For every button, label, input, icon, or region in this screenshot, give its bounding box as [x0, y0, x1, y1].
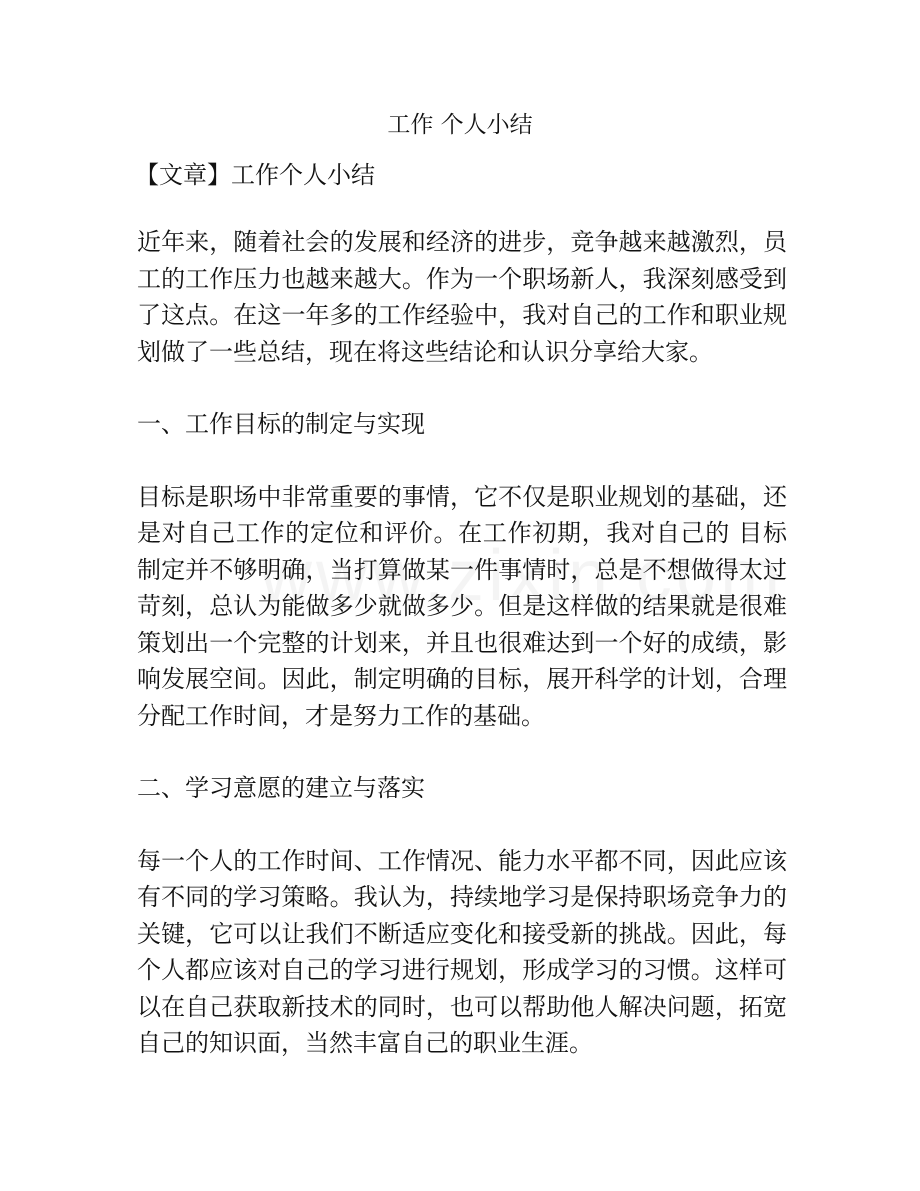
document-body — [137, 224, 787, 1098]
section-heading-learning: 二、学习意愿的建立与落实 — [137, 774, 425, 802]
article-subtitle: 【文章】工作个人小结 — [135, 161, 375, 189]
section-body-learning: 每一个人的工作时间、工作情况、能力水平都不同，因此应该有不同的学习策略。我认为，持续地学习是保持职场竞争力的关键，它可以让我们不断适应变化和接受新的挑战。因此，每个人都应该对自己的学习进行规划，形成学习的习惯。这样可以在自己获取新技术的同时，也可以帮助他人解决问题，拓宽自己的知识面，当然丰富自己的职业生涯。 — [137, 846, 787, 1057]
section-body-goals: 目标是职场中非常重要的事情，它不仅是职业规划的基础，还是对自己工作的定位和评价。在工作初期，我对自己的 目标制定并不够明确，当打算做某一件事情时，总是不想做得太过苛刻，总认为能做多少就做多少。但是这样做的结果就是很难策划出一个完整的计划来，并且也很难达到一个好的成绩，影响发展空间。因此，制定明确的目标，展开科学的计划，合理分配工作时间，才是努力工作的基础。 — [137, 482, 787, 730]
document-title: 工作 个人小结 — [387, 112, 533, 138]
section-heading-goals: 一、工作目标的制定与实现 — [137, 410, 425, 438]
intro-paragraph: 近年来，随着社会的发展和经济的进步，竞争越来越激烈，员工的工作压力也越来越大。作为一个职场新人，我深刻感受到了这点。在这一年多的工作经验中，我对自己的工作和职业规划做了一些总结，现在将这些结论和认识分享给大家。 — [137, 228, 787, 366]
